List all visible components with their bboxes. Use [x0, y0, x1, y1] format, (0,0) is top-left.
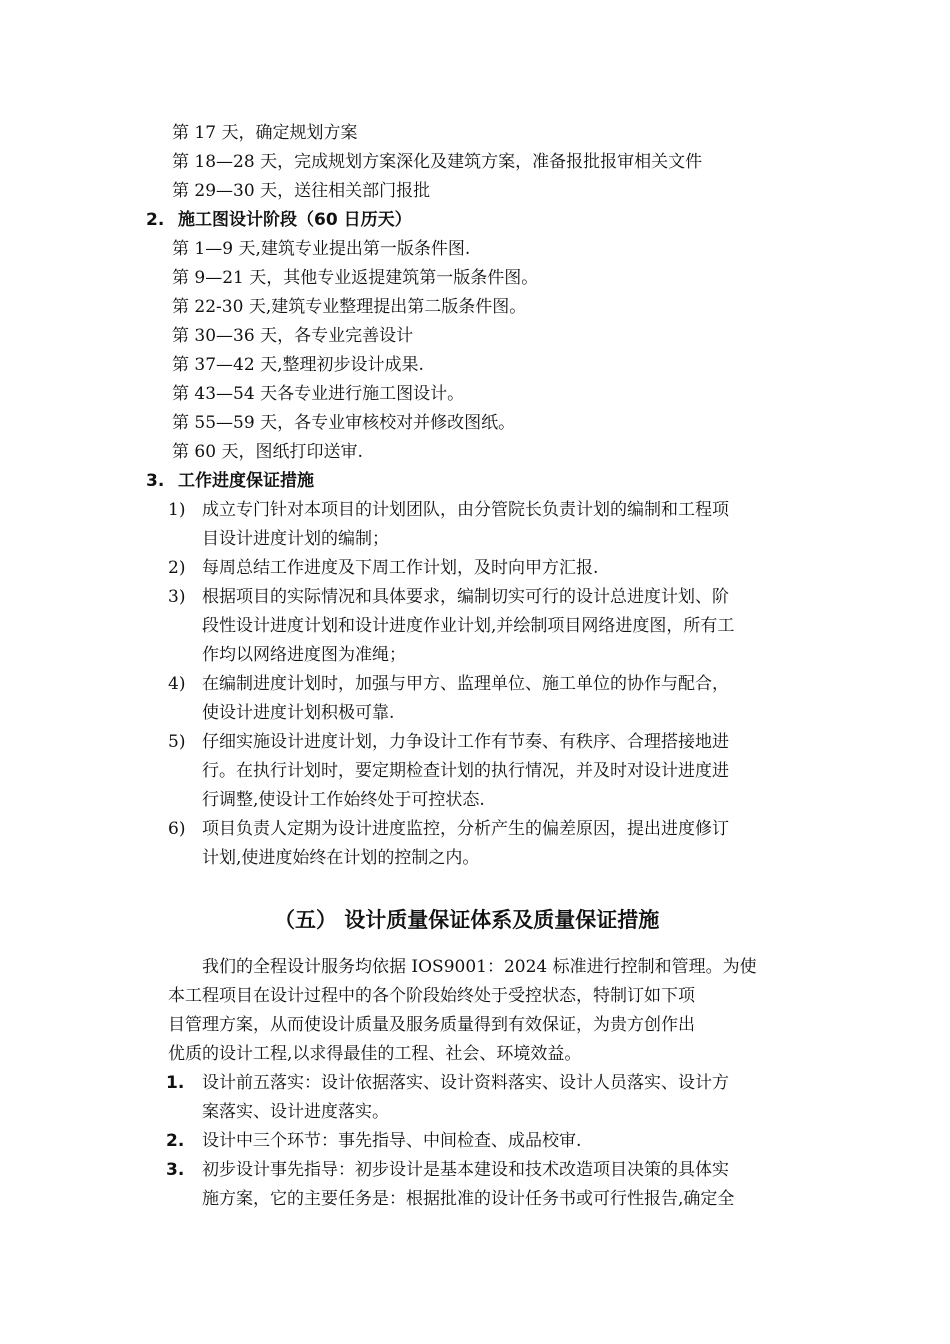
- list-item-line: 成立专门针对本项目的计划团队，由分管院长负责计划的编制和工程项: [202, 500, 729, 520]
- list-number: 3.: [166, 1160, 185, 1180]
- list-number: 5): [168, 732, 186, 752]
- list-item-line: 行。在执行计划时，要定期检查计划的执行情况，并及时对设计进度进: [202, 761, 729, 781]
- section-title: 工作进度保证措施: [178, 471, 314, 491]
- schedule-line: 第 43—54 天各专业进行施工图设计。: [172, 384, 465, 404]
- schedule-line: 第 9—21 天，其他专业返提建筑第一版条件图。: [172, 268, 539, 288]
- list-item-line: 作均以网络进度图为准绳；: [202, 645, 406, 665]
- paragraph-line: 我们的全程设计服务均依据 IOS9001：2024 标准进行控制和管理。为使: [202, 957, 757, 977]
- schedule-line: 第 55—59 天，各专业审核校对并修改图纸。: [172, 413, 516, 433]
- list-number: 1.: [166, 1073, 185, 1093]
- section-heading: （五） 设计质量保证体系及质量保证措施: [274, 908, 660, 932]
- list-number: 6): [168, 819, 186, 839]
- schedule-line: 第 1—9 天,建筑专业提出第一版条件图.: [172, 239, 471, 259]
- list-item-line: 目设计进度计划的编制；: [202, 529, 389, 549]
- schedule-line: 第 17 天，确定规划方案: [172, 123, 358, 143]
- list-item-line: 设计中三个环节：事先指导、中间检查、成品校审.: [202, 1131, 582, 1151]
- schedule-line: 第 29—30 天，送往相关部门报批: [172, 181, 431, 201]
- list-item-line: 案落实、设计进度落实。: [202, 1102, 389, 1122]
- section-title: 施工图设计阶段（60 日历天）: [178, 210, 412, 230]
- schedule-line: 第 30—36 天，各专业完善设计: [172, 326, 414, 346]
- schedule-line: 第 18—28 天，完成规划方案深化及建筑方案，准备报批报审相关文件: [172, 152, 703, 172]
- section-number: 3.: [146, 471, 165, 491]
- section-number: 2.: [146, 210, 165, 230]
- list-item-line: 初步设计事先指导：初步设计是基本建设和技术改造项目决策的具体实: [202, 1160, 729, 1180]
- schedule-line: 第 60 天，图纸打印送审.: [172, 442, 363, 462]
- paragraph-line: 本工程项目在设计过程中的各个阶段始终处于受控状态，特制订如下项: [168, 986, 695, 1006]
- list-item-line: 设计前五落实：设计依据落实、设计资料落实、设计人员落实、设计方: [202, 1073, 729, 1093]
- list-item-line: 计划,使进度始终在计划的控制之内。: [202, 848, 480, 868]
- list-item-line: 段性设计进度计划和设计进度作业计划,并绘制项目网络进度图，所有工: [202, 616, 735, 636]
- list-item-line: 使设计进度计划积极可靠.: [202, 703, 395, 723]
- list-item-line: 仔细实施设计进度计划，力争设计工作有节奏、有秩序、合理搭接地进: [202, 732, 729, 752]
- list-number: 1): [168, 500, 186, 520]
- list-item-line: 每周总结工作进度及下周工作计划，及时向甲方汇报.: [202, 558, 599, 578]
- list-item-line: 施方案，它的主要任务是：根据批准的设计任务书或可行性报告,确定全: [202, 1189, 735, 1209]
- list-item-line: 项目负责人定期为设计进度监控，分析产生的偏差原因，提出进度修订: [202, 819, 729, 839]
- list-item-line: 行调整,使设计工作始终处于可控状态.: [202, 790, 485, 810]
- list-number: 2.: [166, 1131, 185, 1151]
- list-number: 3): [168, 587, 186, 607]
- list-number: 4): [168, 674, 186, 694]
- schedule-line: 第 22-30 天,建筑专业整理提出第二版条件图。: [172, 297, 527, 317]
- list-item-line: 在编制进度计划时，加强与甲方、监理单位、施工单位的协作与配合，: [202, 674, 729, 694]
- paragraph-line: 目管理方案，从而使设计质量及服务质量得到有效保证，为贵方创作出: [168, 1015, 695, 1035]
- list-item-line: 根据项目的实际情况和具体要求，编制切实可行的设计总进度计划、阶: [202, 587, 729, 607]
- paragraph-line: 优质的设计工程,以求得最佳的工程、社会、环境效益。: [168, 1044, 582, 1064]
- list-number: 2): [168, 558, 186, 578]
- schedule-line: 第 37—42 天,整理初步设计成果.: [172, 355, 424, 375]
